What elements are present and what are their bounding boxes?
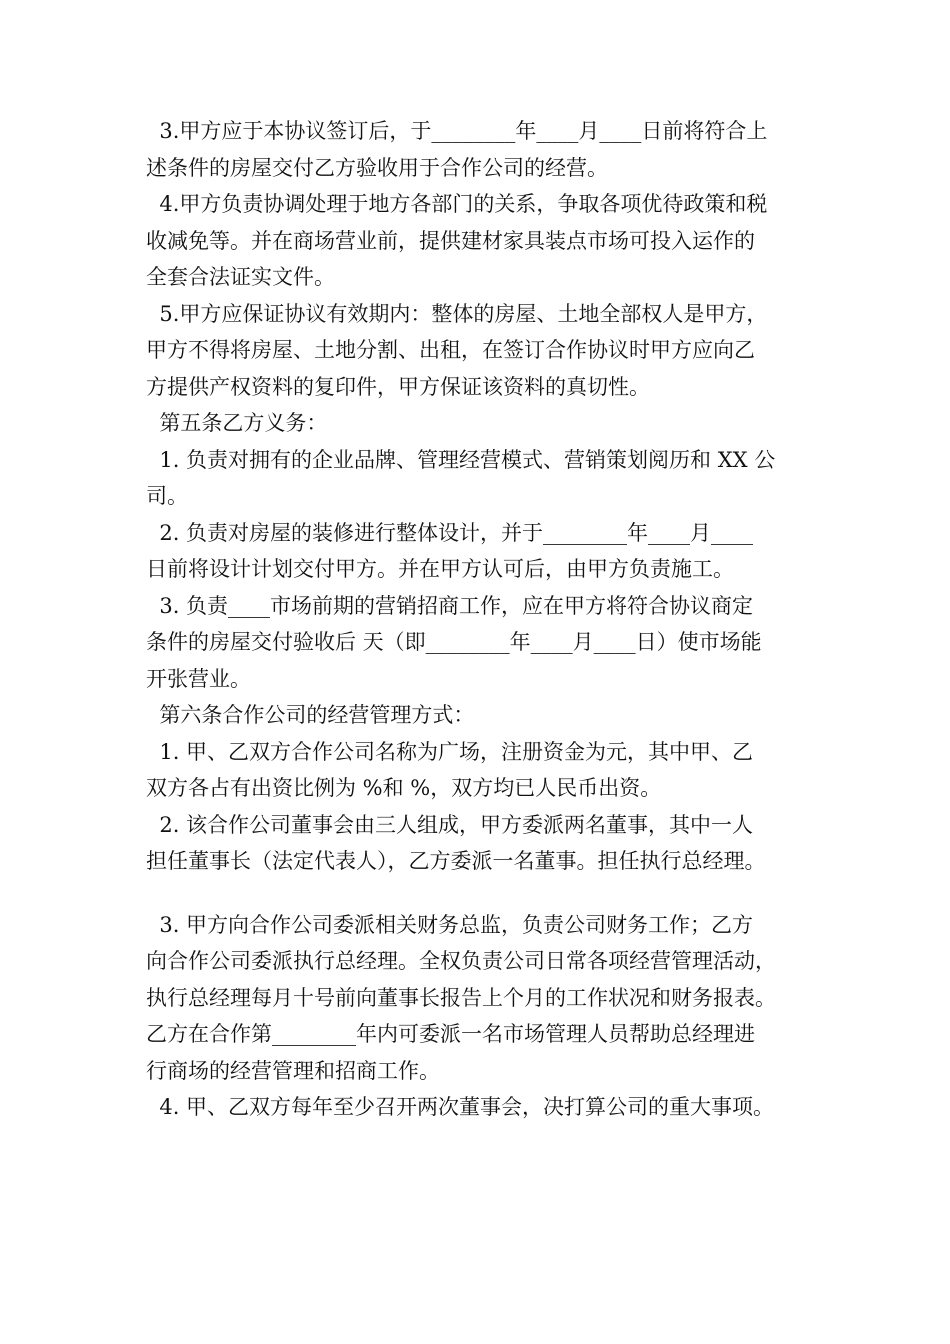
text-line: 司。	[146, 484, 188, 508]
text-line: 1. 甲、乙双方合作公司名称为广场，注册资金为元，其中甲、乙	[146, 739, 754, 764]
blank-line	[146, 880, 826, 907]
paragraph-3-party-a-delivery	[146, 113, 826, 186]
paragraph-c1-company-name	[146, 734, 826, 807]
paragraph-b1-brand	[146, 442, 826, 515]
text-line: 2. 负责对房屋的装修进行整体设计，并于________年____月____	[146, 520, 754, 545]
text-line: 3. 甲方向合作公司委派相关财务总监，负责公司财务工作；乙方	[146, 912, 754, 937]
text-line: 述条件的房屋交付乙方验收用于合作公司的经营。	[146, 155, 608, 180]
text-line: 担任董事长（法定代表人），乙方委派一名董事。担任执行总经理。	[146, 849, 766, 873]
text-line: 日前将设计计划交付甲方。并在甲方认可后，由甲方负责施工。	[146, 557, 734, 581]
text-line: 第五条乙方义务：	[146, 411, 328, 435]
document-page	[146, 113, 826, 1126]
paragraph-b2-design	[146, 515, 826, 588]
section-heading-article-5	[146, 405, 826, 442]
text-line: 第六条合作公司的经营管理方式：	[146, 703, 475, 727]
text-line: 4. 甲、乙双方每年至少召开两次董事会，决打算公司的重大事项。	[146, 1095, 775, 1119]
text-line: 1. 负责对拥有的企业品牌、管理经营模式、营销策划阅历和 XX 公	[146, 447, 776, 472]
paragraph-c4-meetings	[146, 1089, 826, 1126]
text-line: 条件的房屋交付验收后 天（即________年____月____日）使市场能	[146, 630, 762, 654]
paragraph-5-party-a-guarantee	[146, 296, 826, 406]
text-line: 开张营业。	[146, 666, 251, 691]
text-line: 2. 该合作公司董事会由三人组成，甲方委派两名董事，其中一人	[146, 812, 754, 837]
paragraph-c3-finance	[146, 907, 826, 1090]
paragraph-b3-marketing	[146, 588, 826, 698]
text-line: 全套合法证实文件。	[146, 265, 335, 289]
text-line: 向合作公司委派执行总经理。全权负责公司日常各项经营管理活动，	[146, 949, 776, 973]
text-line: 5.甲方应保证协议有效期内：整体的房屋、土地全部权人是甲方，	[146, 301, 768, 326]
text-line: 甲方不得将房屋、土地分割、出租，在签订合作协议时甲方应向乙	[146, 338, 755, 362]
paragraph-c2-board	[146, 807, 826, 880]
section-heading-article-6	[146, 697, 826, 734]
text-line: 收减免等。并在商场营业前，提供建材家具装点市场可投入运作的	[146, 228, 755, 253]
text-line: 3.甲方应于本协议签订后，于________年____月____日前将符合上	[146, 119, 768, 143]
text-line: 3. 负责____市场前期的营销招商工作，应在甲方将符合协议商定	[146, 593, 754, 618]
paragraph-4-party-a-coordination	[146, 186, 826, 296]
text-line: 乙方在合作第________年内可委派一名市场管理人员帮助总经理进	[146, 1022, 755, 1046]
text-line: 执行总经理每月十号前向董事长报告上个月的工作状况和财务报表。	[146, 985, 776, 1010]
text-line: 行商场的经营管理和招商工作。	[146, 1058, 440, 1083]
text-line: 方提供产权资料的复印件，甲方保证该资料的真切性。	[146, 374, 650, 399]
text-line: 双方各占有出资比例为 %和 %，双方均已人民币出资。	[146, 776, 662, 800]
text-line: 4.甲方负责协调处理于地方各部门的关系，争取各项优待政策和税	[146, 192, 768, 216]
